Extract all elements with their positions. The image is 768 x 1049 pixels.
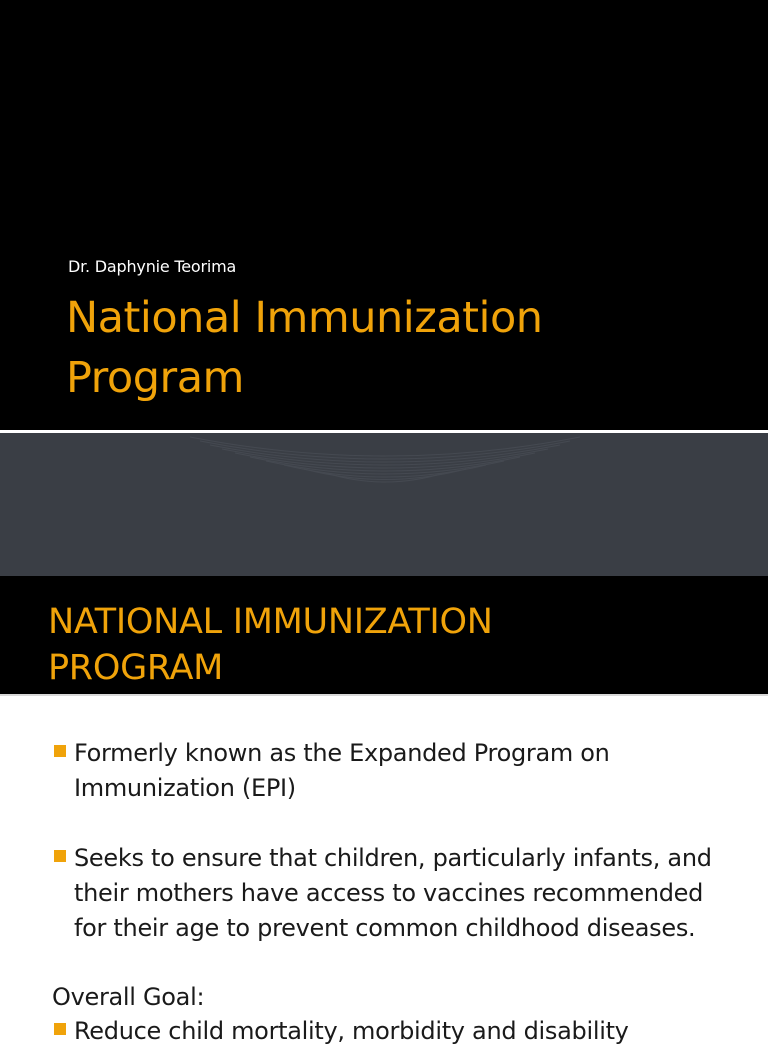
bullet-line: Seeks to ensure that children, particularly infants, and — [74, 844, 712, 872]
slide-heading — [48, 599, 748, 691]
author-name: Dr. Daphynie Teorima — [68, 257, 237, 276]
slide-title-line-2: Program — [66, 353, 244, 403]
decorative-band — [0, 433, 768, 576]
bullet-line: Reduce child mortality, morbidity and disability — [74, 1017, 629, 1045]
wave-pattern-graphic — [0, 433, 768, 576]
bullet-line: their mothers have access to vaccines recommended — [74, 879, 704, 907]
square-bullet-icon — [54, 850, 66, 862]
slide-title-line-1: National Immunization — [66, 293, 543, 343]
bullet-line: for their age to prevent common childhood diseases. — [74, 914, 696, 942]
slide-heading-line-1: NATIONAL IMMUNIZATION — [48, 602, 493, 642]
bullet-line: Formerly known as the Expanded Program on — [74, 739, 610, 767]
header-divider — [0, 694, 768, 696]
bullet-line: Immunization (EPI) — [74, 774, 296, 802]
bullet-text — [74, 736, 734, 806]
slide-title — [66, 288, 726, 408]
slide-header — [0, 576, 768, 694]
square-bullet-icon — [54, 1023, 66, 1035]
title-slide — [0, 0, 768, 430]
bullet-text — [74, 1014, 734, 1049]
slide-heading-line-2: PROGRAM — [48, 648, 224, 688]
square-bullet-icon — [54, 745, 66, 757]
content-slide — [0, 576, 768, 1045]
overall-goal-label: Overall Goal: — [52, 983, 205, 1011]
bullet-text — [74, 841, 734, 946]
